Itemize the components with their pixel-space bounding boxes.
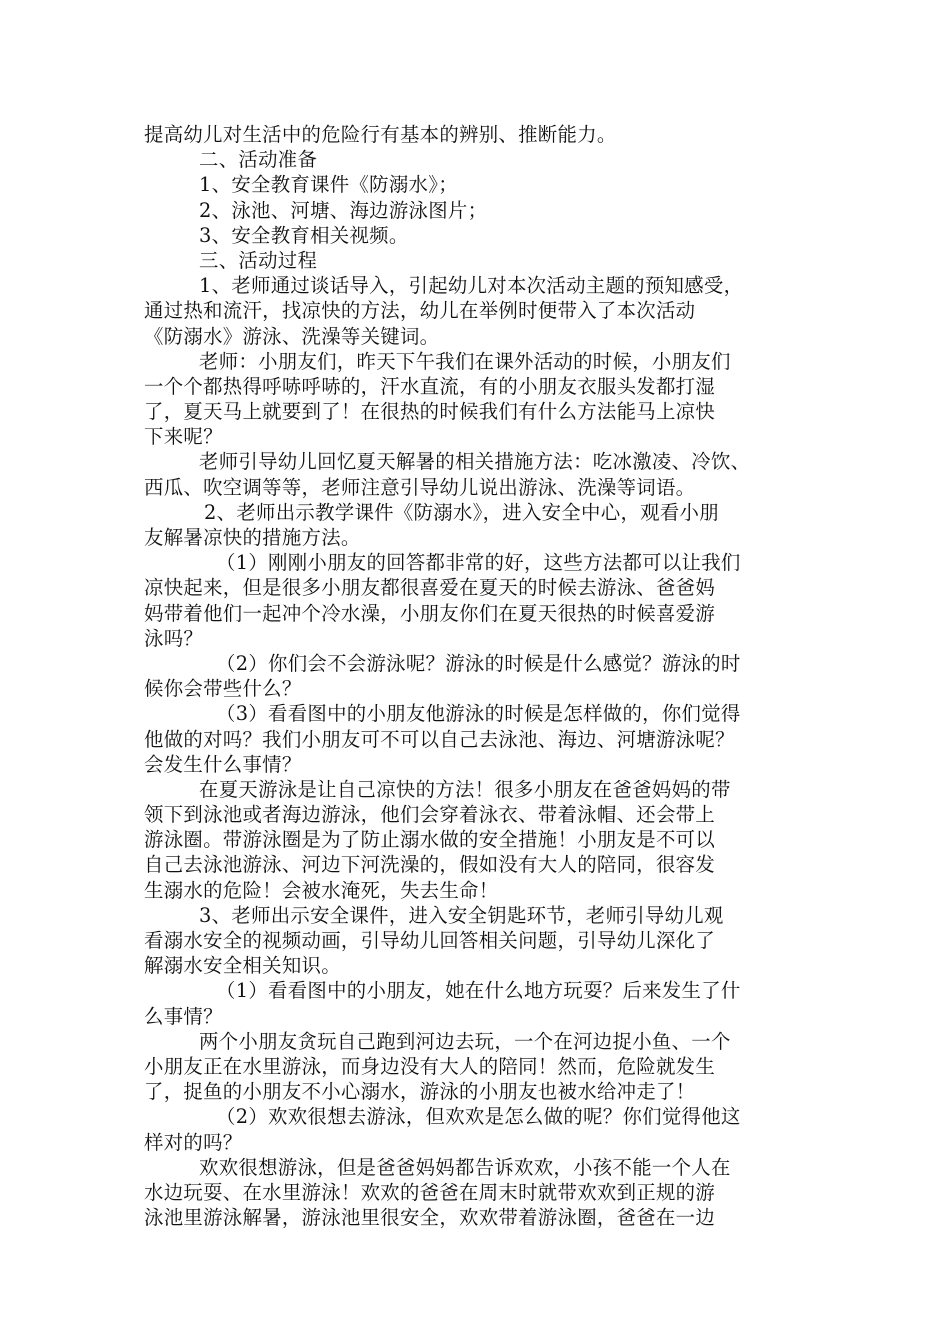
text-line: 候你会带些什么？ [144, 677, 302, 701]
text-line: 会发生什么事情？ [144, 752, 302, 776]
text-line: 下来呢？ [144, 425, 223, 449]
list-item: 2、泳池、河塘、海边游泳图片； [199, 198, 488, 222]
text-line: （1）刚刚小朋友的回答都非常的好，这些方法都可以让我们 [216, 551, 741, 575]
text-line: 小朋友正在水里游泳，而身边没有大人的陪同！然而，危险就发生 [144, 1054, 716, 1078]
text-line: 他做的对吗？我们小朋友可不可以自己去泳池、海边、河塘游泳呢？ [144, 727, 735, 751]
text-line: 欢欢很想游泳，但是爸爸妈妈都告诉欢欢，小孩不能一个人在 [199, 1155, 731, 1179]
text-line: 看溺水安全的视频动画，引导幼儿回答相关问题，引导幼儿深化了 [144, 929, 716, 952]
text-line: 泳池里游泳解暑，游泳池里很安全，欢欢带着游泳圈，爸爸在一边 [144, 1206, 716, 1230]
section-heading: 三、活动过程 [199, 248, 318, 272]
text-line: 通过热和流汗，找凉快的方法，幼儿在举例时便带入了本次活动 [144, 299, 696, 323]
text-line: 在夏天游泳是让自己凉快的方法！很多小朋友在爸爸妈妈的带 [199, 777, 731, 801]
text-line: （2）欢欢很想去游泳，但欢欢是怎么做的呢？你们觉得他这 [216, 1105, 741, 1129]
text-line: 妈带着他们一起冲个冷水澡，小朋友你们在夏天很热的时候喜爱游 [144, 601, 716, 625]
text-line: 老师：小朋友们，昨天下午我们在课外活动的时候，小朋友们 [199, 349, 731, 373]
text-line: 了，夏天马上就要到了！在很热的时候我们有什么方法能马上凉快 [144, 400, 716, 424]
text-line: 凉快起来，但是很多小朋友都很喜爱在夏天的时候去游泳、爸爸妈 [144, 576, 716, 600]
section-heading: 二、活动准备 [199, 148, 318, 172]
text-line: 解溺水安全相关知识。 [144, 954, 341, 978]
text-line: 友解暑凉快的措施方法。 [144, 526, 361, 549]
text-line: 3、老师出示安全课件，进入安全钥匙环节，老师引导幼儿观 [199, 903, 724, 927]
list-item: 3、安全教育相关视频。 [199, 223, 409, 247]
text-line: 了，捉鱼的小朋友不小心溺水，游泳的小朋友也被水给冲走了！ [144, 1080, 696, 1104]
text-line: 生溺水的危险！会被水淹死，失去生命！ [144, 878, 499, 902]
text-line: 水边玩耍、在水里游泳！欢欢的爸爸在周末时就带欢欢到正规的游 [144, 1180, 716, 1204]
text-line: 领下到泳池或者海边游泳，他们会穿着泳衣、带着泳帽、还会带上 [144, 803, 716, 827]
document-body [144, 122, 824, 1230]
text-line: （3）看看图中的小朋友他游泳的时候是怎样做的，你们觉得 [216, 702, 741, 726]
text-line: 么事情？ [144, 1004, 223, 1028]
text-line: 泳吗？ [144, 626, 204, 650]
text-line: 两个小朋友贪玩自己跑到河边去玩，一个在河边捉小鱼、一个 [199, 1029, 731, 1053]
text-line: 样对的吗？ [144, 1130, 243, 1154]
list-item: 1、安全教育课件《防溺水》； [199, 173, 458, 197]
text-line: 提高幼儿对生活中的危险行有基本的辨别、推断能力。 [144, 123, 617, 146]
text-line: 老师引导幼儿回忆夏天解暑的相关措施方法：吃冰激凌、冷饮、 [199, 450, 751, 474]
text-line: 《防溺水》游泳、洗澡等关键词。 [144, 324, 440, 348]
text-line: 一个个都热得呼哧呼哧的，汗水直流，有的小朋友衣服头发都打湿 [144, 374, 716, 398]
text-line: 游泳圈。带游泳圈是为了防止溺水做的安全措施！小朋友是不可以 [144, 828, 716, 852]
text-line: （1）看看图中的小朋友，她在什么地方玩耍？后来发生了什 [216, 979, 741, 1003]
text-line: 2、老师出示教学课件《防溺水》，进入安全中心，观看小朋 [204, 500, 719, 524]
text-line: 自己去泳池游泳、河边下河洗澡的，假如没有大人的陪同，很容发 [144, 853, 716, 877]
text-line: 1、老师通过谈话导入，引起幼儿对本次活动主题的预知感受， [199, 274, 744, 298]
text-line: （2）你们会不会游泳呢？游泳的时候是什么感觉？游泳的时 [216, 651, 741, 675]
text-line: 西瓜、吹空调等等，老师注意引导幼儿说出游泳、洗澡等词语。 [144, 475, 696, 499]
